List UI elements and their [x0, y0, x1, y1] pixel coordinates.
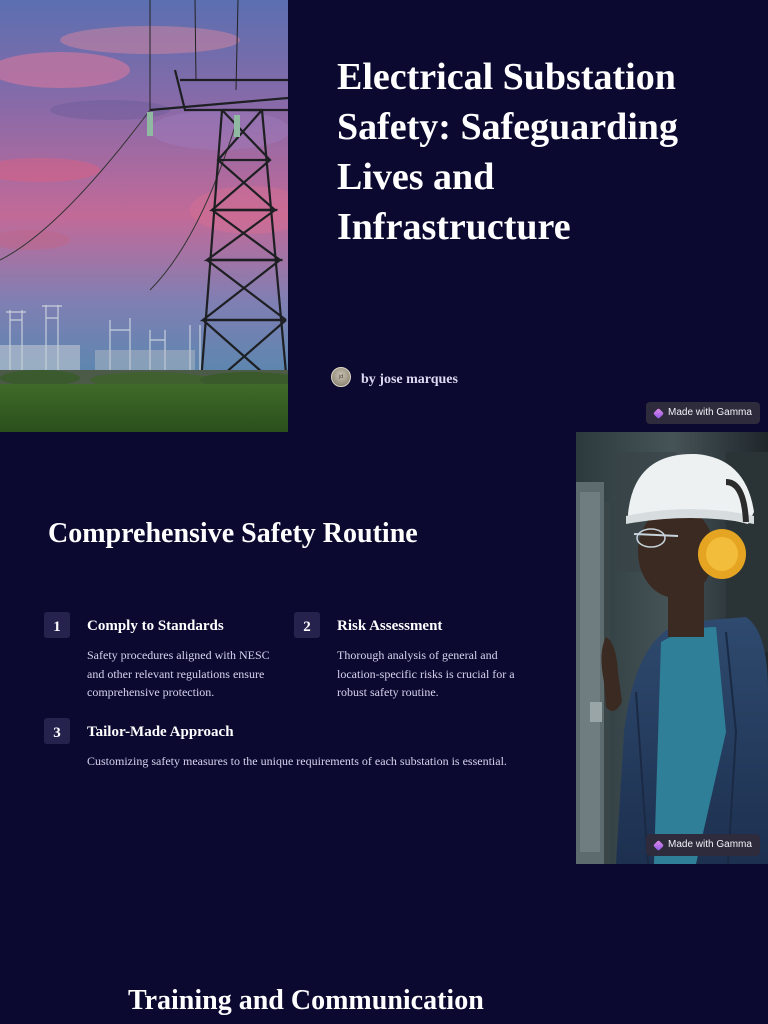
step-description: Thorough analysis of general and location-specific risks is crucial for a robust safety routine.	[337, 648, 515, 699]
step-title: Tailor-Made Approach	[87, 724, 234, 740]
section-heading: Training and Communication	[128, 985, 484, 1016]
made-with-gamma-badge[interactable]	[646, 834, 760, 856]
made-with-gamma-badge[interactable]	[646, 402, 760, 424]
made-with-gamma-label: Made with Gamma	[668, 839, 752, 850]
author-byline: by jose marques	[361, 372, 458, 387]
author-avatar: jd	[331, 367, 351, 387]
gamma-logo-icon	[653, 840, 664, 851]
presentation-title: Electrical Substation Safety: Safeguarding Lives and Infrastructure	[337, 56, 678, 248]
step-description: Safety procedures aligned with NESC and other relevant regulations ensure comprehensive protection.	[87, 648, 270, 699]
section-heading: Comprehensive Safety Routine	[48, 518, 418, 549]
step-description: Customizing safety measures to the unique requirements of each substation is essential.	[87, 754, 507, 768]
step-number-badge: 2	[294, 612, 320, 638]
step-title: Risk Assessment	[337, 618, 443, 634]
slide-training	[0, 864, 768, 1024]
made-with-gamma-label: Made with Gamma	[668, 407, 752, 418]
slide-safety-routine	[0, 432, 768, 864]
step-number-badge: 3	[44, 718, 70, 744]
gamma-logo-icon	[653, 408, 664, 419]
slide-title	[0, 0, 768, 432]
power-tower-photo	[0, 0, 288, 432]
step-number-badge: 1	[44, 612, 70, 638]
worker-photo	[576, 432, 768, 864]
step-title: Comply to Standards	[87, 618, 224, 634]
